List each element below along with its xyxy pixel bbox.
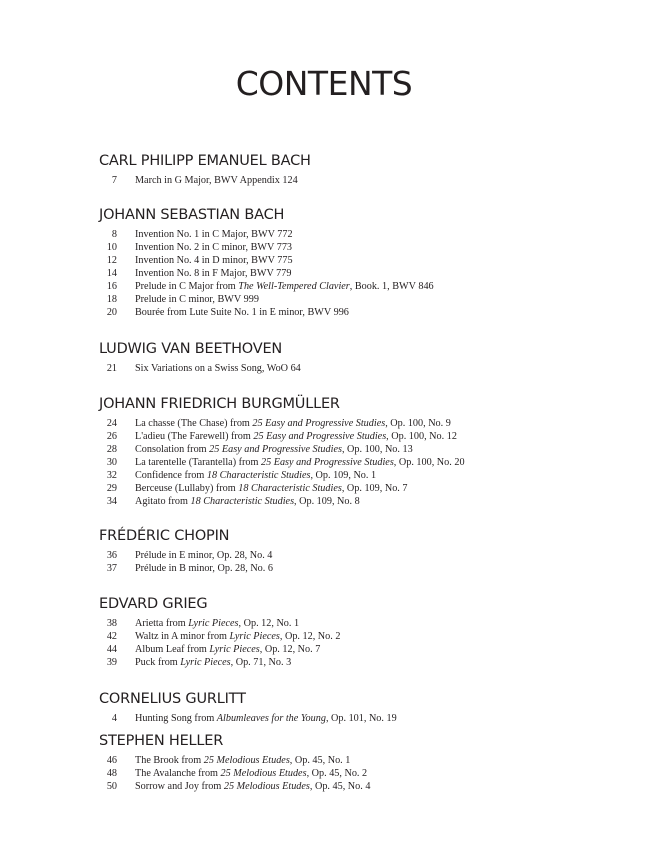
title-text: Puck from <box>135 657 181 668</box>
composer-heading: FRÉDÉRIC CHOPIN <box>99 528 230 544</box>
toc-entry[interactable] <box>99 293 619 306</box>
page-number: 21 <box>106 363 117 374</box>
title-text: La chasse (The Chase) from <box>135 418 253 429</box>
title-text: Invention No. 8 in F Major, BWV 779 <box>135 268 292 279</box>
title-text: , Op. 12, No. 1 <box>238 618 300 629</box>
page-number: 30 <box>106 457 117 468</box>
title-text: The Avalanche from <box>135 768 221 779</box>
page-number: 8 <box>111 229 117 240</box>
title-text: Bourée from Lute Suite No. 1 in E minor, BWV 996 <box>135 307 349 318</box>
title-text: Arietta from <box>135 618 189 629</box>
title-text: , Op. 109, No. 1 <box>310 470 377 481</box>
composer-heading: JOHANN SEBASTIAN BACH <box>99 207 285 223</box>
title-text: , Op. 45, No. 1 <box>289 755 351 766</box>
piece-title <box>135 241 292 254</box>
composer-section <box>99 152 619 187</box>
page-number: 12 <box>106 255 117 266</box>
page-number: 14 <box>106 268 117 279</box>
toc-entry[interactable] <box>99 362 619 375</box>
title-text: Consolation from <box>135 444 210 455</box>
page-number: 24 <box>106 418 117 429</box>
page-number: 37 <box>106 563 117 574</box>
toc-entry[interactable] <box>99 549 619 562</box>
composer-section <box>99 595 619 669</box>
page-title: CONTENTS <box>235 64 413 103</box>
piece-title <box>135 562 273 575</box>
piece-title <box>135 469 376 482</box>
page-number: 28 <box>106 444 117 455</box>
piece-title <box>135 549 272 562</box>
toc-entry[interactable] <box>99 780 619 793</box>
title-text: The Brook from <box>135 755 204 766</box>
title-text: Invention No. 1 in C Major, BWV 772 <box>135 229 293 240</box>
page-number: 7 <box>111 175 117 186</box>
toc-entry[interactable] <box>99 562 619 575</box>
piece-title <box>135 267 291 280</box>
toc-entry[interactable] <box>99 430 619 443</box>
title-text: , Op. 100, No. 12 <box>386 431 457 442</box>
page-number: 16 <box>106 281 117 292</box>
piece-title <box>135 443 413 456</box>
toc-entry[interactable] <box>99 767 619 780</box>
piece-title <box>135 174 298 187</box>
toc-entry[interactable] <box>99 630 619 643</box>
title-text: March in G Major, BWV Appendix 124 <box>135 175 298 186</box>
piece-title <box>135 495 360 508</box>
title-text: Sorrow and Joy from <box>135 781 224 792</box>
piece-title <box>135 306 349 319</box>
composer-heading: CORNELIUS GURLITT <box>99 691 246 707</box>
collection-title: Lyric Pieces <box>209 644 260 655</box>
composer-section <box>99 690 619 725</box>
title-text: , Op. 12, No. 7 <box>259 644 321 655</box>
toc-entry[interactable] <box>99 417 619 430</box>
collection-title: 25 Melodious Etudes <box>203 755 290 766</box>
title-text: , Book. 1, BWV 846 <box>349 281 434 292</box>
toc-entry[interactable] <box>99 617 619 630</box>
collection-title: 18 Characteristic Studies <box>206 470 311 481</box>
piece-title <box>135 254 293 267</box>
piece-title <box>135 780 370 793</box>
page-number: 20 <box>106 307 117 318</box>
composer-heading: CARL PHILIPP EMANUEL BACH <box>99 153 311 169</box>
toc-entry[interactable] <box>99 254 619 267</box>
piece-title <box>135 280 434 293</box>
title-text: , Op. 109, No. 8 <box>294 496 360 507</box>
toc-entry[interactable] <box>99 280 619 293</box>
composer-section <box>99 340 619 375</box>
toc-entry[interactable] <box>99 469 619 482</box>
page-number: 32 <box>106 470 117 481</box>
piece-title <box>135 656 291 669</box>
page-number: 29 <box>106 483 117 494</box>
piece-title <box>135 362 301 375</box>
page-number: 10 <box>106 242 117 253</box>
collection-title: 25 Melodious Etudes <box>223 781 310 792</box>
title-text: Prelude in C minor, BWV 999 <box>135 294 259 305</box>
composer-heading: STEPHEN HELLER <box>99 733 224 749</box>
toc-entry[interactable] <box>99 456 619 469</box>
collection-title: 25 Melodious Etudes <box>220 768 307 779</box>
title-text: Invention No. 2 in C minor, BWV 773 <box>135 242 293 253</box>
title-text: Waltz in A minor from <box>135 631 230 642</box>
title-text: Prélude in E minor, Op. 28, No. 4 <box>135 550 273 561</box>
composer-section <box>99 732 619 793</box>
title-text: Agitato from <box>135 496 191 507</box>
title-text: Prelude in C Major from <box>135 281 239 292</box>
toc-entry[interactable] <box>99 495 619 508</box>
piece-title <box>135 754 350 767</box>
composer-heading: JOHANN FRIEDRICH BURGMÜLLER <box>99 396 340 412</box>
page-number: 36 <box>106 550 117 561</box>
toc-entry[interactable] <box>99 754 619 767</box>
toc-entry[interactable] <box>99 228 619 241</box>
title-text: Confidence from <box>135 470 207 481</box>
page-number: 48 <box>106 768 117 779</box>
toc-entry[interactable] <box>99 482 619 495</box>
collection-title: 25 Easy and Progressive Studies <box>261 457 394 468</box>
collection-title: 25 Easy and Progressive Studies <box>253 431 387 442</box>
title-text: Invention No. 4 in D minor, BWV 775 <box>135 255 293 266</box>
collection-title: Lyric Pieces <box>180 657 231 668</box>
piece-title <box>135 712 397 725</box>
title-text: , Op. 45, No. 2 <box>306 768 368 779</box>
collection-title: 25 Easy and Progressive Studies <box>209 444 342 455</box>
page-number: 39 <box>106 657 117 668</box>
composer-heading: LUDWIG VAN BEETHOVEN <box>99 341 283 357</box>
collection-title: Albumleaves for the Young <box>216 713 326 724</box>
title-text: , Op. 45, No. 4 <box>309 781 371 792</box>
composer-heading: EDVARD GRIEG <box>99 596 208 612</box>
page-number: 34 <box>106 496 117 507</box>
collection-title: 18 Characteristic Studies <box>190 496 295 507</box>
composer-section <box>99 206 619 319</box>
toc-entry[interactable] <box>99 174 619 187</box>
title-text: Hunting Song from <box>135 713 217 724</box>
piece-title <box>135 482 407 495</box>
composer-section <box>99 527 619 575</box>
piece-title <box>135 767 367 780</box>
title-text: , Op. 12, No. 2 <box>279 631 341 642</box>
collection-title: Lyric Pieces <box>188 618 239 629</box>
title-text: Berceuse (Lullaby) from <box>135 483 239 494</box>
piece-title <box>135 293 259 306</box>
title-text: Prélude in B minor, Op. 28, No. 6 <box>135 563 273 574</box>
title-text: , Op. 100, No. 20 <box>393 457 465 468</box>
composer-section <box>99 395 619 508</box>
collection-title: 25 Easy and Progressive Studies <box>252 418 386 429</box>
title-text: La tarentelle (Tarantella) from <box>135 457 261 468</box>
title-text: Album Leaf from <box>135 644 210 655</box>
page-number: 42 <box>106 631 117 642</box>
title-text: , Op. 71, No. 3 <box>230 657 292 668</box>
piece-title <box>135 630 340 643</box>
toc-entry[interactable] <box>99 712 619 725</box>
toc-entry[interactable] <box>99 267 619 280</box>
page-number: 46 <box>106 755 117 766</box>
toc-entry[interactable] <box>99 443 619 456</box>
page-number: 4 <box>111 713 117 724</box>
title-text: , Op. 109, No. 7 <box>341 483 408 494</box>
piece-title <box>135 617 299 630</box>
title-text: , Op. 100, No. 13 <box>341 444 413 455</box>
piece-title <box>135 417 451 430</box>
title-text: Six Variations on a Swiss Song, WoO 64 <box>135 363 301 374</box>
title-text: L'adieu (The Farewell) from <box>135 431 254 442</box>
collection-title: Lyric Pieces <box>229 631 280 642</box>
page-number: 44 <box>106 644 117 655</box>
title-text: , Op. 100, No. 9 <box>385 418 451 429</box>
toc-entry[interactable] <box>99 643 619 656</box>
piece-title <box>135 228 293 241</box>
page-number: 26 <box>106 431 117 442</box>
toc-entry[interactable] <box>99 656 619 669</box>
piece-title <box>135 456 465 469</box>
piece-title <box>135 430 457 443</box>
collection-title: The Well-Tempered Clavier <box>238 281 350 292</box>
collection-title: 18 Characteristic Studies <box>238 483 342 494</box>
page-number: 18 <box>106 294 117 305</box>
title-text: , Op. 101, No. 19 <box>325 713 397 724</box>
toc-entry[interactable] <box>99 241 619 254</box>
toc-entry[interactable] <box>99 306 619 319</box>
page-number: 50 <box>106 781 117 792</box>
piece-title <box>135 643 320 656</box>
page-number: 38 <box>106 618 117 629</box>
